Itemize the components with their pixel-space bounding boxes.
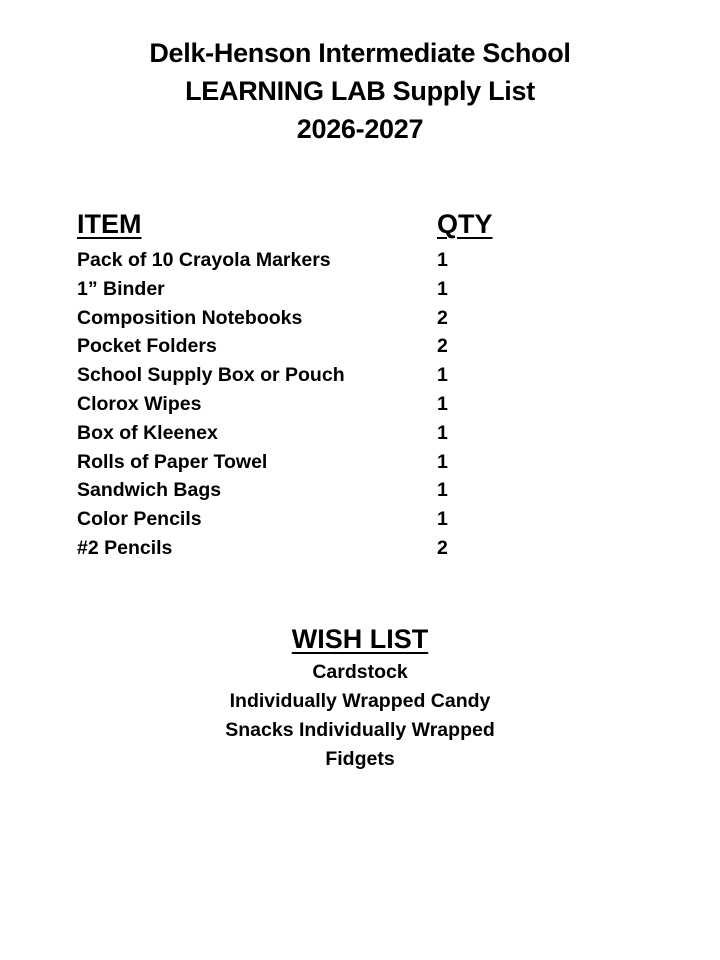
item-name: School Supply Box or Pouch bbox=[77, 364, 345, 387]
table-row bbox=[77, 332, 677, 361]
wish-list-item: Fidgets bbox=[325, 748, 395, 770]
item-name: Color Pencils bbox=[77, 508, 202, 531]
item-name: Rolls of Paper Towel bbox=[77, 450, 268, 473]
item-qty: 1 bbox=[437, 421, 448, 444]
table-row bbox=[77, 361, 677, 390]
item-qty: 2 bbox=[437, 536, 448, 559]
item-qty: 1 bbox=[437, 364, 448, 387]
table-row bbox=[77, 534, 677, 563]
item-qty: 2 bbox=[437, 335, 448, 358]
table-row bbox=[77, 246, 677, 275]
wish-list-item: Snacks Individually Wrapped bbox=[225, 719, 495, 741]
item-qty: 1 bbox=[437, 508, 448, 531]
school-year: 2026-2027 bbox=[296, 114, 424, 144]
table-row bbox=[77, 476, 677, 505]
table-row bbox=[77, 275, 677, 304]
item-column-header: ITEM bbox=[77, 209, 142, 239]
item-qty: 1 bbox=[437, 277, 448, 300]
item-name: Clorox Wipes bbox=[77, 392, 202, 415]
table-row bbox=[77, 390, 677, 419]
supply-table bbox=[77, 206, 677, 563]
item-name: Pocket Folders bbox=[77, 335, 217, 358]
item-name: 1” Binder bbox=[77, 277, 165, 300]
item-name: Sandwich Bags bbox=[77, 479, 222, 502]
list-title: LEARNING LAB Supply List bbox=[185, 76, 535, 106]
item-qty: 1 bbox=[437, 392, 448, 415]
table-header-row bbox=[77, 206, 677, 246]
item-qty: 1 bbox=[437, 479, 448, 502]
table-row bbox=[77, 505, 677, 534]
wish-list-item: Cardstock bbox=[312, 661, 408, 683]
wish-list-heading: WISH LIST bbox=[291, 624, 429, 654]
wish-list bbox=[0, 620, 720, 774]
item-name: Composition Notebooks bbox=[77, 306, 303, 329]
item-name: Pack of 10 Crayola Markers bbox=[77, 249, 331, 271]
item-name: #2 Pencils bbox=[77, 536, 173, 559]
qty-column-header: QTY bbox=[437, 209, 493, 239]
item-name: Box of Kleenex bbox=[77, 421, 218, 444]
title-block bbox=[0, 34, 720, 148]
item-qty: 2 bbox=[437, 306, 448, 329]
item-qty: 1 bbox=[437, 249, 448, 271]
table-row bbox=[77, 419, 677, 448]
item-qty: 1 bbox=[437, 450, 448, 473]
wish-list-item: Individually Wrapped Candy bbox=[229, 690, 491, 712]
table-row bbox=[77, 304, 677, 333]
table-row bbox=[77, 448, 677, 477]
school-name: Delk-Henson Intermediate School bbox=[149, 38, 571, 68]
